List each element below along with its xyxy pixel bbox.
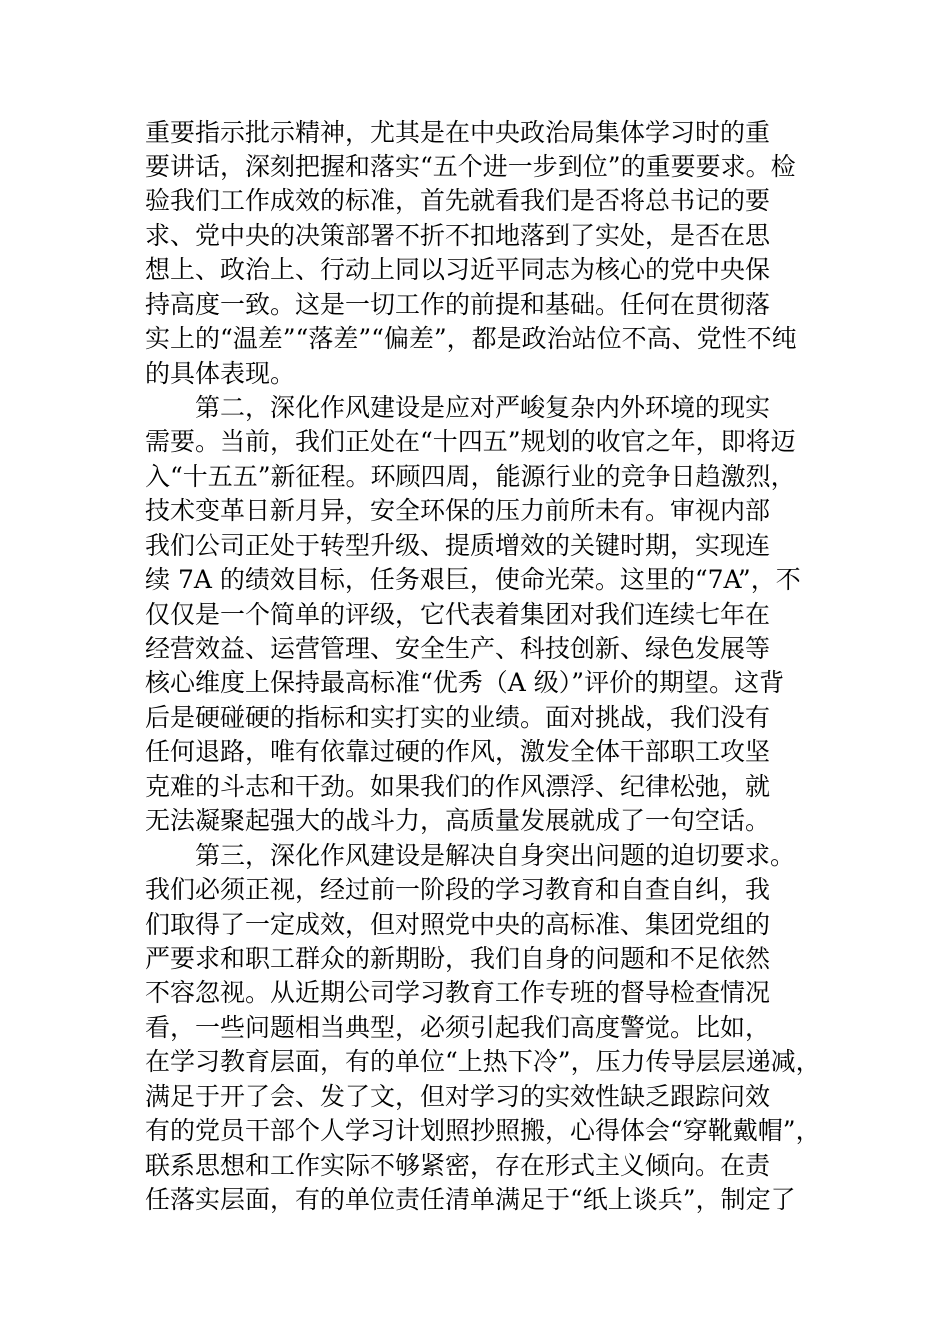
text-line: 入“十五五”新征程。环顾四周，能源行业的竞争日趋激烈， [145, 462, 796, 491]
text-line: 在学习教育层面，有的单位“上热下冷”，压力传导层层递减， [145, 1047, 821, 1076]
text-line: 后是硬碰硬的指标和实打实的业绩。面对挑战，我们没有 [145, 703, 771, 732]
text-line: 联系思想和工作实际不够紧密，存在形式主义倾向。在责 [145, 1151, 771, 1180]
text-line: 需要。当前，我们正处在“十四五”规划的收官之年，即将迈 [145, 427, 796, 456]
text-line: 核心维度上保持最高标准“优秀（A 级）”评价的期望。这背 [145, 668, 785, 697]
text-line: 实上的“温差”“落差”“偏差”，都是政治站位不高、党性不纯 [145, 324, 797, 353]
text-line: 要讲话，深刻把握和落实“五个进一步到位”的重要要求。检 [145, 152, 796, 181]
text-line: 续 7A 的绩效目标，任务艰巨，使命光荣。这里的“7A”，不 [145, 565, 801, 594]
paragraph-first-line: 第二，深化作风建设是应对严峻复杂内外环境的现实 [195, 393, 771, 422]
text-line: 重要指示批示精神，尤其是在中央政治局集体学习时的重 [145, 118, 771, 147]
text-line: 们取得了一定成效，但对照党中央的高标准、集团党组的 [145, 910, 771, 939]
text-line: 克难的斗志和干劲。如果我们的作风漂浮、纪律松弛，就 [145, 772, 771, 801]
text-line: 看，一些问题相当典型，必须引起我们高度警觉。比如， [145, 1013, 771, 1042]
text-line: 经营效益、运营管理、安全生产、科技创新、绿色发展等 [145, 634, 771, 663]
text-line: 不容忽视。从近期公司学习教育工作专班的督导检查情况 [145, 978, 771, 1007]
text-line: 有的党员干部个人学习计划照抄照搬，心得体会“穿靴戴帽”， [145, 1116, 821, 1145]
text-line: 我们公司正处于转型升级、提质增效的关键时期，实现连 [145, 531, 771, 560]
text-line: 仅仅是一个简单的评级，它代表着集团对我们连续七年在 [145, 600, 771, 629]
paragraph-first-line: 第三，深化作风建设是解决自身突出问题的迫切要求。 [195, 841, 796, 870]
text-line: 无法凝聚起强大的战斗力，高质量发展就成了一句空话。 [145, 806, 771, 835]
text-line: 任何退路，唯有依靠过硬的作风，激发全体干部职工攻坚 [145, 737, 771, 766]
text-line: 我们必须正视，经过前一阶段的学习教育和自查自纠，我 [145, 875, 771, 904]
text-line: 求、党中央的决策部署不折不扣地落到了实处，是否在思 [145, 221, 771, 250]
text-line: 持高度一致。这是一切工作的前提和基础。任何在贯彻落 [145, 290, 771, 319]
text-line: 验我们工作成效的标准，首先就看我们是否将总书记的要 [145, 186, 771, 215]
text-line: 的具体表现。 [145, 359, 296, 388]
text-line: 技术变革日新月异，安全环保的压力前所未有。审视内部 [145, 496, 771, 525]
text-line: 满足于开了会、发了文，但对学习的实效性缺乏跟踪问效 [145, 1082, 771, 1111]
text-line: 任落实层面，有的单位责任清单满足于“纸上谈兵”，制定了 [145, 1185, 796, 1214]
text-line: 严要求和职工群众的新期盼，我们自身的问题和不足依然 [145, 944, 771, 973]
text-line: 想上、政治上、行动上同以习近平同志为核心的党中央保 [145, 255, 771, 284]
